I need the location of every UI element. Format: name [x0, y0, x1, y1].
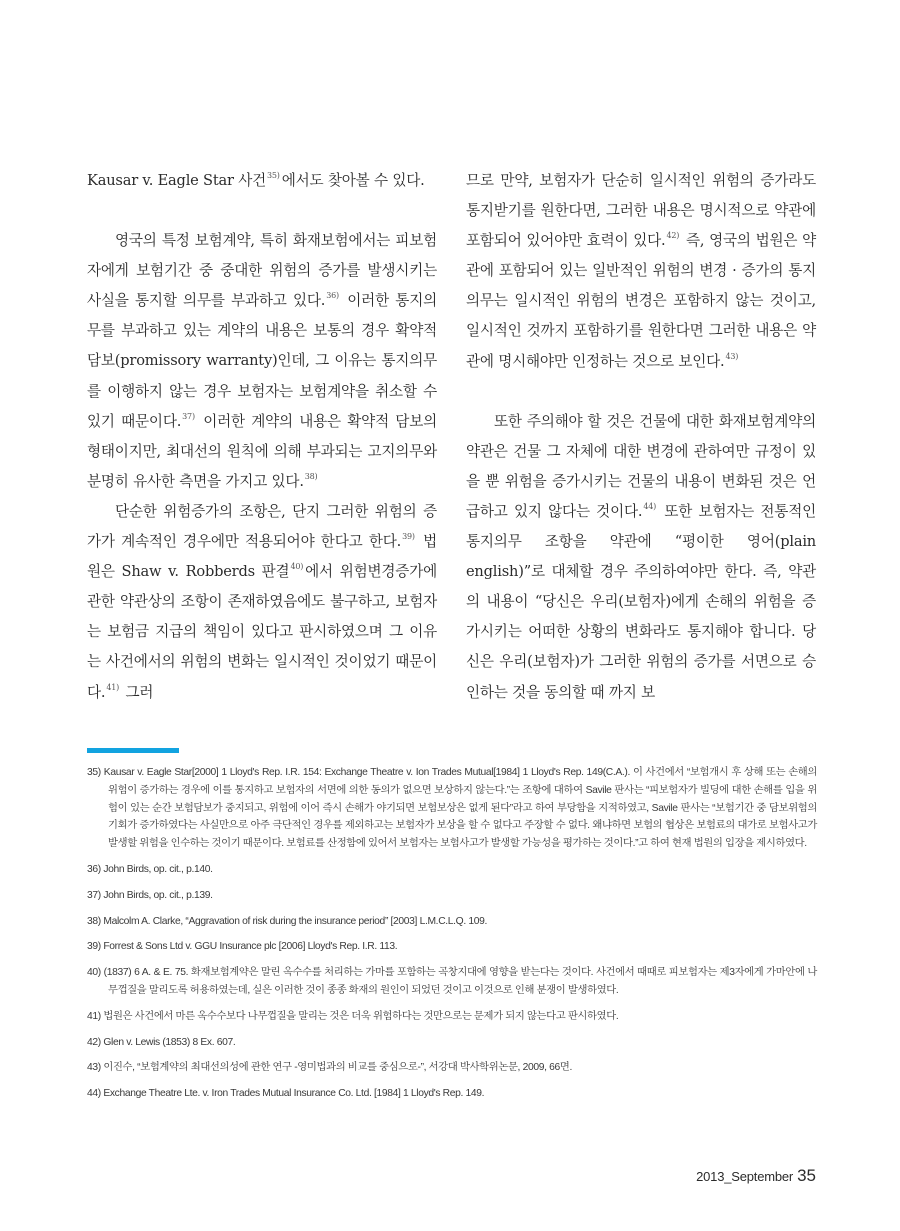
text-run: 영국의 특정 보험계약, 특히 화재보험에서는 피보험자에게 보험기간 중 중대한 위험의 증가를 발생시키는 사실을 통지할 의무를 부과하고 있다.: [87, 232, 437, 310]
footnote-38: 38) Malcolm A. Clarke, “Aggravation of risk during the insurance period” [2003] L.M.C.L.Q. 109.: [87, 915, 487, 927]
page-number: 35: [797, 1166, 816, 1185]
footnote-37: 37) John Birds, op. cit., p.139.: [87, 889, 213, 901]
footnote-39: 39) Forrest & Sons Ltd v. GGU Insurance plc [2006] Lloyd's Rep. I.R. 113.: [87, 941, 398, 953]
paragraph-notice-duty: [87, 226, 437, 497]
footnote-ref-37[interactable]: 37): [182, 411, 195, 421]
text-run: 그러: [121, 683, 154, 701]
footnote-ref-39[interactable]: 39): [402, 532, 415, 542]
footnote-ref-40[interactable]: 40): [290, 562, 304, 572]
text-run: 또한 보험자는 전통적인 통지의무 조항을 약관에 “평이한 영어(plain english)”로 대체할 경우 주의하여야만 한다. 즉, 약관의 내용이 “당신은 우리(보험자)에게 손해의 위험을 증가시키는 어떠한 상황의 변화라도 통지해야 합니다. 당신은 우리(보험자)가 그러한 위험의 증가를 서면으로 승인하는 것을 동의할 때 까지 보: [466, 502, 816, 701]
footnote-35: 35) Kausar v. Eagle Star[2000] 1 Lloyd's Rep. I.R. 154: Exchange Theatre v. Ion Trades Mutual[1984] 1 Lloyd's Rep. 149(C.A.). 이 사건에서 “보험개시 후 상해 또는 손해의 위험이 증가하는 경우에 이를 통지하고 보험자의 서면에 의한 동의가 없으면 보상하지 않는다.”는 조항에 대하여 Savile 판사는 “피보험자가 빌딩에 대한 손해를 입을 위험이 있는 순간 보험담보가 중지되고, 위험에 이어 즉시 손해가 야기되면 보험보상은 없게 된다”라고 하여 부당함을 지적하였고, Savile 판사는 “보험기간 중 담보위험의 기회가 증가하였다는 사실만으로 아주 극단적인 경우를 제외하고는 보험자가 보상을 할 수 없다고 주장할 수 없다. 왜냐하면 보험의 협상은 보험료의 대가로 보험사고가 발생할 위험을 인수하는 것이기 때문이다. 보험료를 산정함에 있어서 보험자는 보험사고가 발생할 가능성을 평가하는 것이다.”고 하여 현재 법원의 입장을 제시하였다.: [87, 767, 817, 850]
footnote-ref-36[interactable]: 36): [326, 291, 339, 301]
footnote-ref-35[interactable]: 35): [267, 171, 280, 180]
text-run: 이러한 통지의무를 부과하고 있는 계약의 내용은 보통의 경우 확약적 담보(promissory warranty)인데, 그 이유는 통지의무를 이행하지 않는 경우 보험자는 보험계약을 취소할 수 있기 때문이다.: [87, 292, 437, 430]
paragraph-kausar: [87, 166, 437, 196]
footnote-42: 42) Glen v. Lewis (1853) 8 Ex. 607.: [87, 1036, 236, 1048]
paragraph-risk-increase: [87, 497, 437, 708]
text-run: 에서 위험변경증가에 관한 약관상의 조항이 존재하였음에도 불구하고, 보험자는 보험금 지급의 책임이 있다고 판시하였으며 그 이유는 사건에서의 위험의 변화는 일시적인 것이었기 때문이다.: [87, 563, 437, 701]
text-run: 므로 만약, 보험자가 단순히 일시적인 위험의 증가라도 통지받기를 원한다면, 그러한 내용은 명시적으로 약관에 포함되어 있어야만 효력이 있다.: [466, 172, 816, 250]
footnote-40: 40) (1837) 6 A. & E. 75. 화재보험계약은 말린 옥수수를 처리하는 가마를 포함하는 곡창지대에 영향을 받는다는 것이다. 사건에서 때때로 피보험자는 제3자에게 가마안에 나무껍질을 말리도록 허용하였는데, 실은 이러한 것이 종종 화재의 원인이 되었던 것이고 이것으로 인해 분쟁이 발생하였다.: [87, 967, 817, 996]
text-run: 또한 주의해야 할 것은 건물에 대한 화재보험계약의 약관은 건물 그 자체에 대한 변경에 관하여만 규정이 있을 뿐 위험을 증가시키는 건물의 내용이 변화된 것은 언급하고 있지 않다는 것이다.: [466, 412, 816, 520]
footnote-43: 43) 이진수, “보험계약의 최대선의성에 관한 연구 -영미법과의 비교를 중심으로-”, 서강대 박사학위논문, 2009, 66면.: [87, 1062, 572, 1074]
issue-label: 2013_September: [696, 1169, 794, 1184]
paragraph-temporary-risk: [466, 166, 816, 377]
text-run: 즉, 영국의 법원은 약관에 포함되어 있는 일반적인 위험의 변경 · 증가의 통지의무는 일시적인 위험의 변경은 포함하지 않는 것이고, 일시적인 것까지 포함하기를 원한다면 그러한 내용은 약관에 명시해야만 인정하는 것으로 보인다.: [466, 232, 816, 370]
page-footer: [696, 1166, 816, 1186]
footnote-ref-43[interactable]: 43): [725, 351, 739, 361]
text-run: Kausar v. Eagle Star 사건: [87, 172, 267, 189]
footnote-divider: [87, 748, 179, 753]
footnote-ref-41[interactable]: 41): [106, 682, 120, 692]
paragraph-building-clause: [466, 407, 816, 708]
text-run: 이러한 계약의 내용은 확약적 담보의 형태이지만, 최대선의 원칙에 의해 부과되는 고지의무와 분명히 유사한 측면을 가지고 있다.: [87, 412, 438, 490]
footnote-36: 36) John Birds, op. cit., p.140.: [87, 863, 213, 875]
right-column: [466, 166, 816, 708]
text-run: 에서도 찾아볼 수 있다.: [281, 172, 425, 189]
text-run: 법원은 Shaw v. Robberds 판결: [87, 533, 437, 581]
footnotes-section: [87, 764, 817, 1111]
footnote-44: 44) Exchange Theatre Lte. v. Iron Trades Mutual Insurance Co. Ltd. [1984] 1 Lloyd's Rep. 149.: [87, 1088, 485, 1100]
footnote-41: 41) 법원은 사건에서 마른 옥수수보다 나무껍질을 말리는 것은 더욱 위험하다는 것만으로는 문제가 되지 않는다고 판시하였다.: [87, 1010, 619, 1022]
footnote-ref-38[interactable]: 38): [304, 471, 318, 481]
footnote-ref-42[interactable]: 42): [666, 231, 680, 241]
left-column: [87, 166, 437, 708]
text-run: 단순한 위험증가의 조항은, 단지 그러한 위험의 증가가 계속적인 경우에만 적용되어야 한다고 한다.: [87, 502, 437, 551]
footnote-ref-44[interactable]: 44): [643, 501, 657, 511]
